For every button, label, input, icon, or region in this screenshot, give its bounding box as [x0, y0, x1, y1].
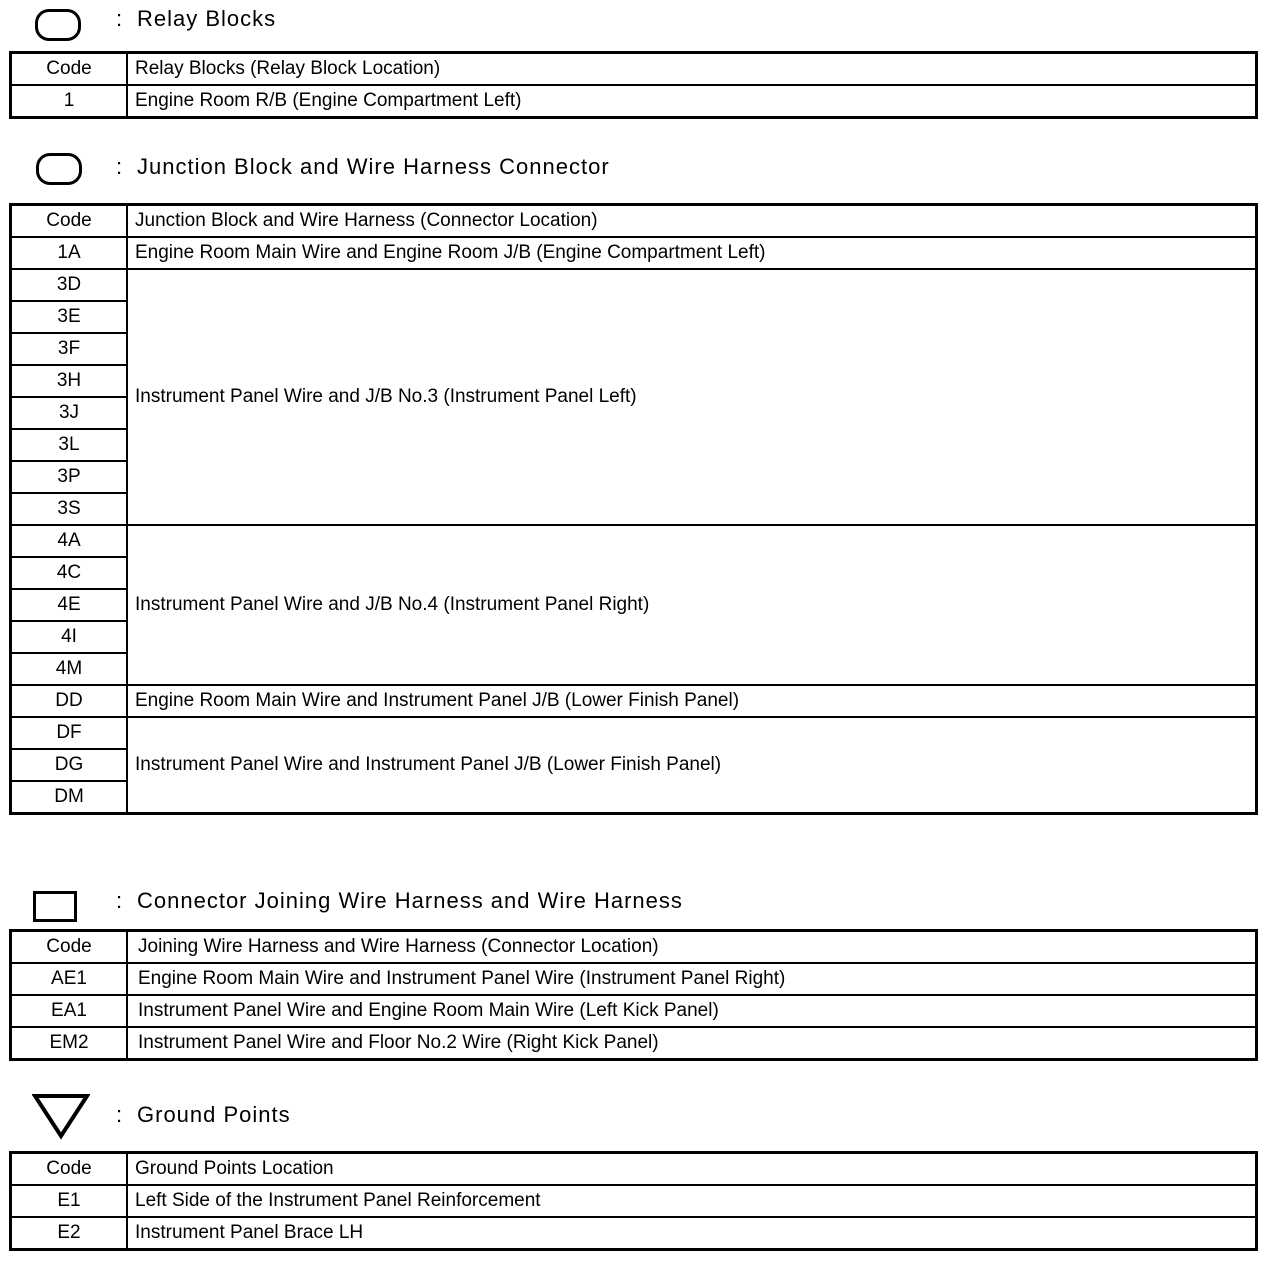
code-cell: DF [11, 717, 128, 749]
table-row [11, 995, 1257, 1027]
code-cell: DM [11, 781, 128, 814]
colon: : [116, 154, 123, 179]
table-row [11, 525, 1257, 557]
code-cell: 3P [11, 461, 128, 493]
code-cell: 3F [11, 333, 128, 365]
connector-joining-table [9, 929, 1258, 1061]
desc-header: Relay Blocks (Relay Block Location) [127, 53, 1257, 86]
code-cell: DD [11, 685, 128, 717]
desc-header: Joining Wire Harness and Wire Harness (Connector Location) [127, 931, 1257, 964]
desc-cell: Instrument Panel Wire and J/B No.3 (Instrument Panel Left) [127, 269, 1257, 525]
code-cell: 3S [11, 493, 128, 525]
code-cell: E1 [11, 1185, 128, 1217]
section-title: Ground Points [137, 1102, 291, 1127]
code-cell: 4E [11, 589, 128, 621]
oval-symbol-icon [36, 153, 82, 185]
code-cell: AE1 [11, 963, 128, 995]
table-header-row [11, 53, 1257, 86]
ground-points-table [9, 1151, 1258, 1251]
table-row [11, 269, 1257, 301]
code-header: Code [11, 205, 128, 238]
desc-header: Ground Points Location [127, 1153, 1257, 1186]
colon: : [116, 6, 123, 31]
table-row [11, 85, 1257, 118]
code-cell: 3H [11, 365, 128, 397]
desc-cell: Engine Room R/B (Engine Compartment Left) [127, 85, 1257, 118]
section-title: Connector Joining Wire Harness and Wire Harness [137, 888, 683, 913]
code-cell: 3L [11, 429, 128, 461]
desc-cell: Instrument Panel Wire and Floor No.2 Wire (Right Kick Panel) [127, 1027, 1257, 1060]
desc-cell: Engine Room Main Wire and Engine Room J/B (Engine Compartment Left) [127, 237, 1257, 269]
desc-cell: Instrument Panel Wire and J/B No.4 (Instrument Panel Right) [127, 525, 1257, 685]
code-cell: 1A [11, 237, 128, 269]
junction-block-table [9, 203, 1258, 815]
code-cell: DG [11, 749, 128, 781]
table-header-row [11, 205, 1257, 238]
code-cell: 4C [11, 557, 128, 589]
relay-blocks-table [9, 51, 1258, 119]
table-header-row [11, 931, 1257, 964]
code-cell: 4I [11, 621, 128, 653]
code-cell: 4M [11, 653, 128, 685]
code-cell: E2 [11, 1217, 128, 1250]
colon: : [116, 1102, 123, 1127]
section-title: Junction Block and Wire Harness Connector [137, 154, 610, 179]
code-cell: 4A [11, 525, 128, 557]
table-row [11, 685, 1257, 717]
code-header: Code [11, 53, 128, 86]
desc-cell: Instrument Panel Wire and Engine Room Main Wire (Left Kick Panel) [127, 995, 1257, 1027]
table-row [11, 1185, 1257, 1217]
code-cell: 3J [11, 397, 128, 429]
table-row [11, 1027, 1257, 1060]
code-header: Code [11, 931, 128, 964]
table-row [11, 963, 1257, 995]
section-title: Relay Blocks [137, 6, 277, 31]
colon: : [116, 888, 123, 913]
table-header-row [11, 1153, 1257, 1186]
table-row [11, 1217, 1257, 1250]
triangle-symbol-icon [32, 1093, 90, 1141]
code-cell: 1 [11, 85, 128, 118]
oval-symbol-icon [35, 9, 81, 41]
desc-cell: Engine Room Main Wire and Instrument Panel J/B (Lower Finish Panel) [127, 685, 1257, 717]
code-header: Code [11, 1153, 128, 1186]
desc-cell: Left Side of the Instrument Panel Reinforcement [127, 1185, 1257, 1217]
table-row [11, 717, 1257, 749]
code-cell: EA1 [11, 995, 128, 1027]
table-row [11, 237, 1257, 269]
desc-cell: Engine Room Main Wire and Instrument Panel Wire (Instrument Panel Right) [127, 963, 1257, 995]
code-cell: 3D [11, 269, 128, 301]
rectangle-symbol-icon [33, 891, 77, 922]
desc-cell: Instrument Panel Wire and Instrument Panel J/B (Lower Finish Panel) [127, 717, 1257, 814]
desc-cell: Instrument Panel Brace LH [127, 1217, 1257, 1250]
code-cell: 3E [11, 301, 128, 333]
desc-header: Junction Block and Wire Harness (Connector Location) [127, 205, 1257, 238]
code-cell: EM2 [11, 1027, 128, 1060]
